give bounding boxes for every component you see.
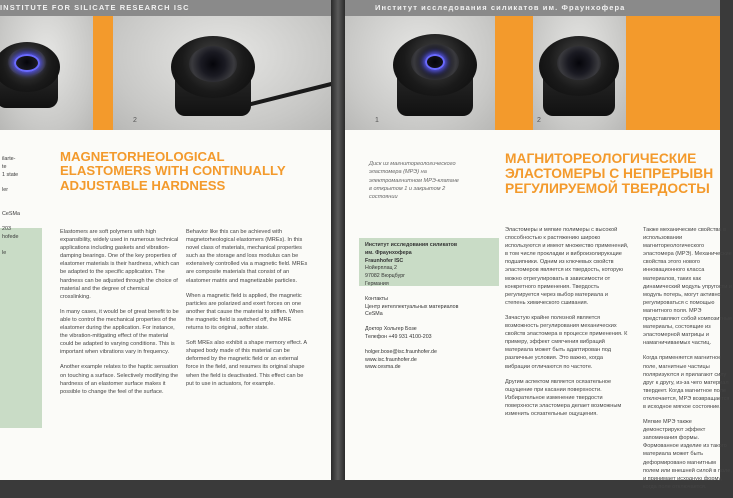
paragraph: Мягкие МРЭ также демонстрируют эффект запоминания формы. Формованное изделие из такого материала может быть деформировано магнитным полем или внешней силой в поле, и принимает исходную форму, когда поле отключается. [643,419,732,490]
paragraph: Another example relates to the haptic sensation on touching a surface. Selectively modifying the hardness of an elastomer surface makes it possible to change the feel of the surface. [60,364,179,395]
sidebar-line [2,242,42,250]
body-column-1 [60,228,180,403]
contact-institute: Институт исследования силикатов [365,242,458,248]
device-face [557,46,601,80]
paragraph: Эластомеры и мягкие полимеры с высокой способностью к растяжению широко используются и имеют множество применений, в том числе прокладки и виброизолирующие подшипники. Одним из ключевых свойств эластомеров является их твердость, которую можно отрегулировать в зависимости от конкретного применения. Твердость регулируется через выбор материала и степень химического сшивания. [505,227,629,306]
device-cable [243,81,336,108]
device-face [189,46,237,82]
right-page [345,0,733,490]
contact-block [365,242,497,372]
contact-web-link[interactable]: www.cesma.de [365,364,401,371]
photo-device-closed [533,16,626,130]
contact-city: 97082 Вюрцбург [365,273,406,280]
sidebar-green-panel [0,228,42,428]
sidebar-line: 1 state [2,171,19,178]
title-line: РЕГУЛИРУЕМОЙ ТВЕРДОСТЫ [505,180,710,196]
contact-web-link[interactable]: www.isc.fraunhofer.de [365,356,417,363]
title-line: ЭЛАСТОМЕРЫ С НЕПРЕРЫВН [505,165,714,181]
contact-center: CeSMa [365,311,383,318]
contact-person: Доктор Хольгер Бозе [365,326,417,333]
photo-device-1 [0,16,93,130]
sidebar-line: 203 [2,226,11,233]
sidebar-line: te [2,163,7,170]
right-header-bar [345,0,720,16]
device-glow [425,54,445,70]
paragraph: When a magnetic field is applied, the magnetic particles are polarized and exert forces on one another that cause the material to stiffen. When the magnetic field is switched off, the MRE returns to its original, softer state. [186,292,304,332]
left-header-text: INSTITUTE FOR SILICATE RESEARCH ISC [0,3,190,12]
left-photo-strip [0,16,331,130]
photo-device-2 [113,16,331,130]
photo-number-2: 2 [537,117,541,124]
sidebar-line: CeSMa [2,210,20,217]
page-gutter [331,0,345,480]
contacts-heading: Контакты [365,295,388,302]
title-line: МАГНИТОРЕОЛОГИЧЕСКИЕ [505,151,697,166]
orange-accent-block [495,16,533,130]
photo-number-1: 1 [375,117,379,124]
photo-number: 2 [133,117,137,124]
sidebar-line: hofede [2,233,19,240]
sidebar-line: le [2,249,7,256]
body-column-1-ru [505,226,629,425]
sidebar-line: ilarte- [2,156,16,162]
contact-email-link[interactable]: holger.bose@isc.fraunhofer.de [365,348,437,355]
sidebar-line [2,179,42,187]
title-line: ELASTOMERS WITH CONTINUALLY [60,163,286,179]
sidebar-line: ler [2,187,8,194]
sidebar-line [2,218,42,226]
sidebar-line [2,195,42,203]
device-glow [14,54,40,72]
title-line: MAGNETORHEOLOGICAL [60,149,225,164]
contact-short-name: Fraunhofer ISC [365,257,404,264]
contact-center: Центр интеллектуальных материалов [365,303,459,310]
orange-accent-block [93,16,113,130]
article-title [60,150,330,193]
sidebar-line [2,203,42,211]
paragraph: Soft MREs also exhibit a shape memory effect. A shaped body made of this material can be deformed by the magnetic field or an external force in the field, and resumes its original shape when the field is deactivated. This effect can be put to use in actuators, for example. [186,340,307,387]
paragraph: Elastomers are soft polymers with high expansibility, widely used in numerous technical applications including gaskets and vibration-damping bearings. One of the key properties of elastomer materials is their hardness, which can be adapted to the specific application. The hardness can be adjusted through the choice of material and the degree of chemical crosslinking. [60,229,180,300]
contact-phone: Телефон +49 931 4100-203 [365,333,432,340]
article-title-ru [505,152,725,197]
contact-country: Германия [365,280,389,287]
photo-device-open [345,16,495,130]
body-column-2-ru [643,226,733,498]
right-header-text: Институт исследования силикатов им. Фраунхофера [375,3,626,12]
right-photo-strip [345,16,720,130]
left-header-bar [0,0,331,16]
contact-street: Нойерплац 2 [365,265,397,272]
body-column-2 [186,228,308,395]
sidebar-text [2,156,42,257]
paragraph: Другим аспектом является осязательное ощущение при касании поверхности. Избирательное изменение твердости поверхности эластомера делает возможным изменить осязательные ощущения. [505,378,622,417]
contact-institute: им. Фраунхофера [365,249,412,256]
paragraph: Когда применяется магнитное поле, магнитные частицы поляризуются и прилагают силу друг к другу, из-за чего материал твердеет. Когда магнитное поле отключается, МРЭ возвращается в исходное мягкое состояние. [643,355,730,410]
photo-caption: Диск из магнитореологического эластомера (МРЭ) на электромагнитном МРЭ-клапане в открытом 1 и закрытом 2 состоянии [369,161,459,201]
paragraph: Также механические свойства в использовании магнитореологического эластомера (МРЭ). Механические свойства этого нового инновационного класса материалов, таких как динамический модуль упругости и модуль потерь, могут активно регулироваться с помощью магнитного поля. МРЭ представляют собой композитные материалы, состоящие из эластомерной матрицы и намагничиваемых частиц. [643,227,733,347]
paragraph: Behavior like this can be achieved with magnetorheological elastomers (MREs). In this novel class of materials, mechanical properties such as the storage and loss modulus can be extensively controlled via a magnetic field. MREs are composite materials that consist of an elastomer matrix and magnetizable particles. [186,229,308,284]
paragraph: In many cases, it would be of great benefit to be able to control the mechanical properties of the elastomer during the application. For instance, the vibration-mitigating effect of the material could be adapted to varying conditions. This is important when vibrations vary in frequency. [60,308,179,356]
title-line: ADJUSTABLE HARDNESS [60,177,226,193]
left-page [0,0,331,480]
paragraph: Зачастую крайне полезной является возможность регулирования механических свойств эластомера в процессе применения. К примеру, эффект смягчения вибраций материала может быть адаптирован под различные условия. Это важно, когда вибрации отличаются по частоте. [505,314,628,370]
orange-accent-block-right [626,16,720,130]
